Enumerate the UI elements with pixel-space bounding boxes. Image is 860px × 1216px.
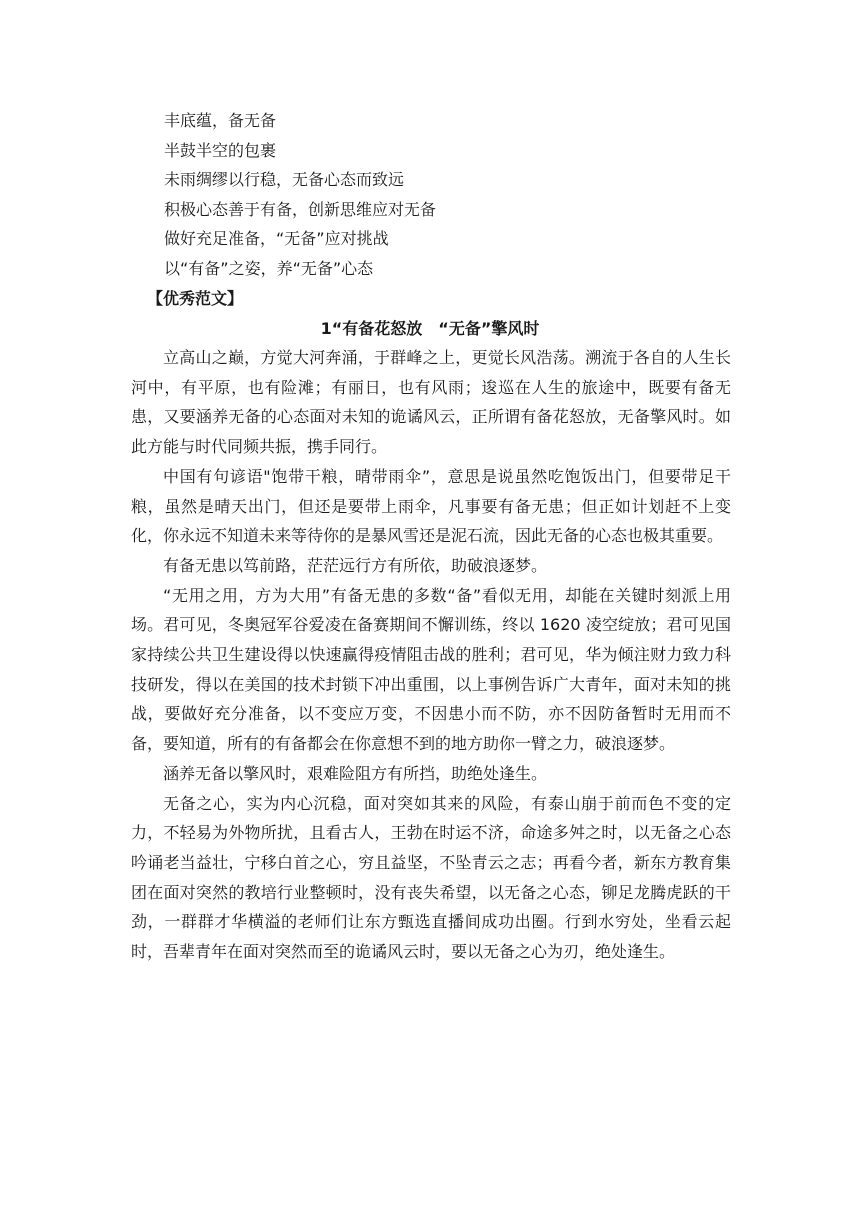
essay-paragraph: 有备无患以笃前路，茫茫远行方有所依，助破浪逐梦。 — [163, 555, 548, 575]
title-option: 半鼓半空的包裹 — [164, 140, 277, 160]
essay-paragraph: 无备之心，实为内心沉稳，面对突如其来的风险，有泰山崩于前而色不变的定力，不轻易为外物所扰，且看古人，王勃在时运不济，命途多舛之时，以无备之心态吟诵老当益壮，宁移白首之心，穷且益坚，不坠青云之志；再看今者，新东方教育集团在面对突然的教培行业整顿时，没有丧失希望，以无备之心态，铆足龙腾虎跃的干劲，一群群才华横溢的老师们让东方甄选直播间成功出圈。行到水穷处，坐看云起时，吾辈青年在面对突然而至的诡谲风云时，要以无备之心为刃，绝处逢生。 — [131, 793, 731, 962]
essay-paragraph: 中国有句谚语"饱带干粮，晴带雨伞”，意思是说虽然吃饱饭出门，但要带足干粮，虽然是晴天出门，但还是要带上雨伞，凡事要有备无患；但正如计划赶不上变化，你永远不知道未来等待你的是暴风雪还是泥石流，因此无备的心态也极其重要。 — [131, 466, 731, 546]
title-option: 积极心态善于有备，创新思维应对无备 — [164, 199, 437, 219]
essay-title: 1“有备花怒放 “无备”擎风时 — [320, 319, 540, 338]
essay-paragraph: 涵养无备以擎风时，艰难险阻方有所挡，助绝处逢生。 — [163, 763, 548, 783]
title-option: 以“有备”之姿，养“无备”心态 — [164, 258, 374, 278]
title-option: 丰底蕴，备无备 — [164, 111, 277, 130]
title-option: 做好充足准备，“无备”应对挑战 — [164, 229, 389, 249]
section-heading: 【优秀范文】 — [147, 289, 244, 308]
essay-paragraph: 立高山之巅，方觉大河奔涌，于群峰之上，更觉长风浩荡。溯流于各自的人生长河中，有平原，也有险滩；有丽日，也有风雨；逡巡在人生的旅途中，既要有备无患，又要涵养无备的心态面对未知的诡谲风云，正所谓有备花怒放，无备擎风时。如此方能与时代同频共振，携手同行。 — [131, 348, 731, 457]
essay-paragraph: “无用之用，方为大用”有备无患的多数“备”看似无用，却能在关键时刻派上用场。君可见，冬奥冠军谷爱凌在备赛期间不懈训练，终以 1620 凌空绽放；君可见国家持续公共卫生建设得以快速赢得疫情阻击战的胜利；君可见，华为倾注财力致力科技研发，得以在美国的技术封锁下冲出重围，以上事例告诉广大青年，面对未知的挑战，要做好充分准备，以不变应万变，不因患小而不防，亦不因防备暂时无用而不备，要知道，所有的有备都会在你意想不到的地方助你一臂之力，破浪逐梦。 — [131, 585, 731, 754]
essay-body — [131, 343, 731, 967]
title-option: 未雨绸缪以行稳，无备心态而致远 — [164, 170, 405, 190]
title-options-list — [164, 106, 724, 284]
